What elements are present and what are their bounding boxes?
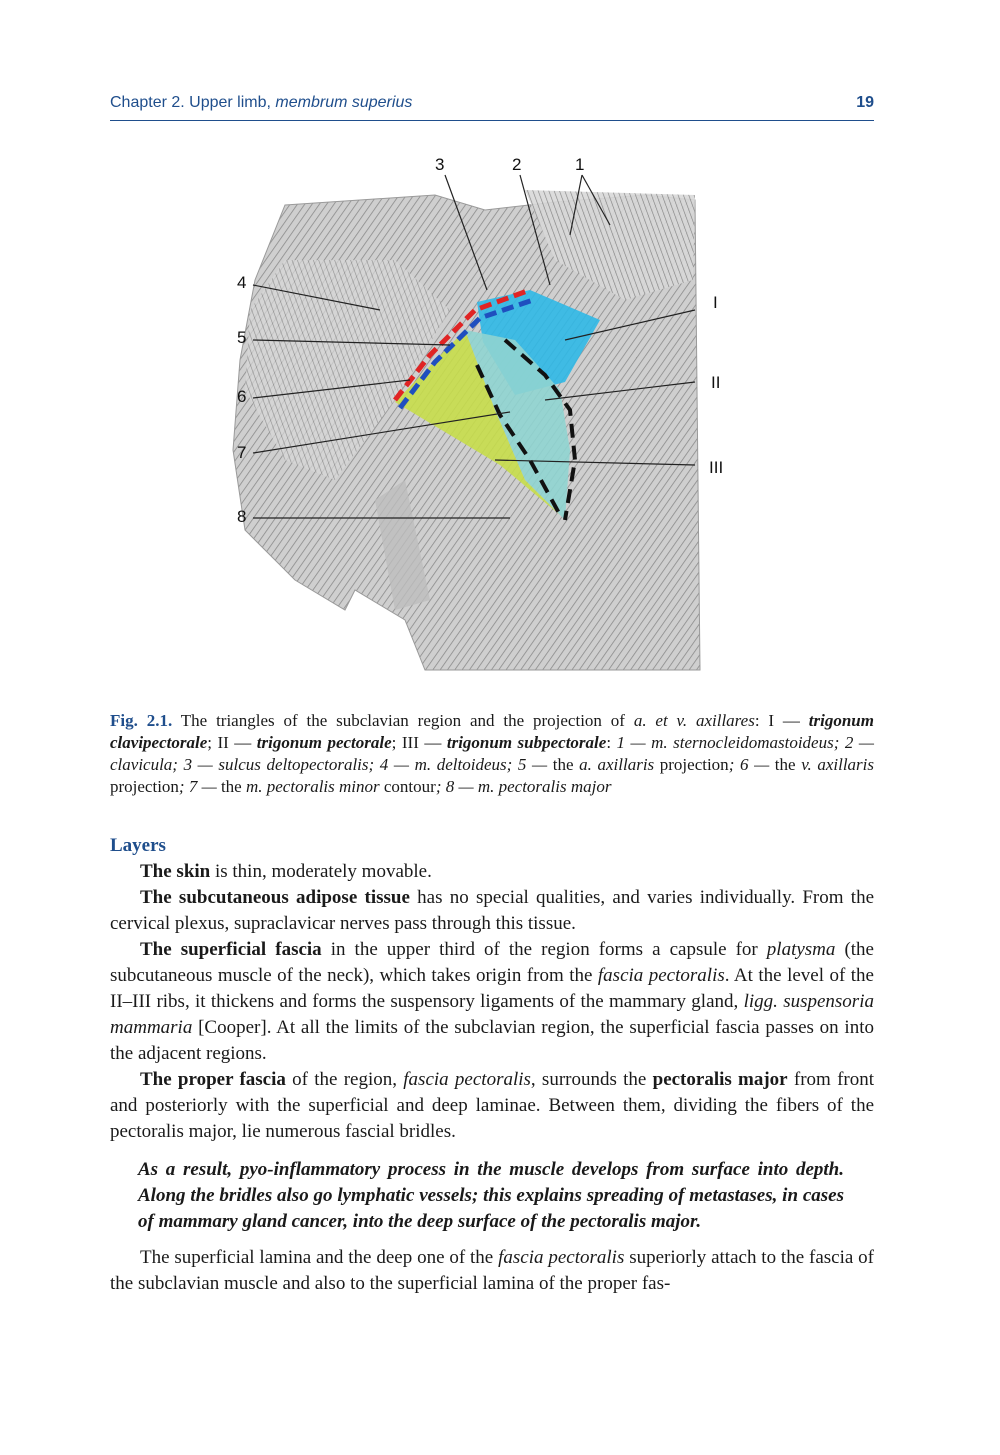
paragraph-proper-fascia: The proper fascia of the region, fascia pectoralis, surrounds the pectoralis major from front and posteriorly with the superficial and deep laminae. Between them, dividing the fibers of the pectoralis major, lie numerous fascial bridles. — [110, 1069, 875, 1142]
label-1: 1 — [575, 155, 585, 174]
label-8: 8 — [237, 507, 247, 526]
page-number: 19 — [856, 94, 874, 111]
label-III: III — [709, 458, 724, 477]
paragraph-subcutaneous: The subcutaneous adipose tissue has no special qualities, and varies individually. From the cervical plexus, supraclavicar nerves pass through this tissue. — [110, 887, 875, 934]
section-heading: Layers — [110, 835, 166, 856]
chapter-title: Chapter 2. Upper limb, membrum superius — [110, 94, 413, 111]
label-5: 5 — [237, 328, 247, 347]
label-7: 7 — [237, 443, 247, 462]
label-4: 4 — [237, 273, 247, 292]
paragraph-superficial-fascia: The superficial fascia in the upper third of the region forms a capsule for platysma (the subcutaneous muscle of the neck), which takes origin from the fascia pectoralis. At the level of the II–III ribs, it thickens and forms the suspensory ligaments of the mammary gland, ligg. suspensoria mammaria [Cooper]. At all the limits of the subclavian region, the superficial fascia passes on into the adjacent regions. — [110, 939, 874, 1064]
body-text — [110, 833, 874, 1297]
paragraph-skin: The skin is thin, moderately movable. — [140, 861, 432, 882]
figure-caption: Fig. 2.1. The triangles of the subclavian region and the projection of a. et v. axillares: I — trigonum clavipectorale; II — trigonum pectorale; III — trigonum subpectorale: 1 — m. sternocleidomastoideus; 2 — clavicula; 3 — sulcus deltopectoralis; 4 — m. deltoideus; 5 — the a. axillaris projection; 6 — the v. axillaris projection; 7 — the m. pectoralis minor contour; 8 — m. pectoralis major — [110, 711, 874, 796]
label-I: I — [713, 293, 718, 312]
paragraph-laminae: The superficial lamina and the deep one of the fascia pectoralis superiorly attach to the fascia of the subclavian muscle and also to the superficial lamina of the proper fas- — [110, 1247, 874, 1294]
anatomical-figure — [225, 150, 745, 690]
label-2: 2 — [512, 155, 522, 174]
running-header — [110, 94, 874, 121]
label-3: 3 — [435, 155, 445, 174]
clinical-note: As a result, pyo-inflammatory process in the muscle develops from surface into depth. Along the bridles also go lymphatic vessels; this explains spreading of metastases, in cases of mammary gland cancer, into the deep surface of the pectoralis major. — [138, 1159, 844, 1232]
label-6: 6 — [237, 387, 247, 406]
label-II: II — [711, 373, 721, 392]
